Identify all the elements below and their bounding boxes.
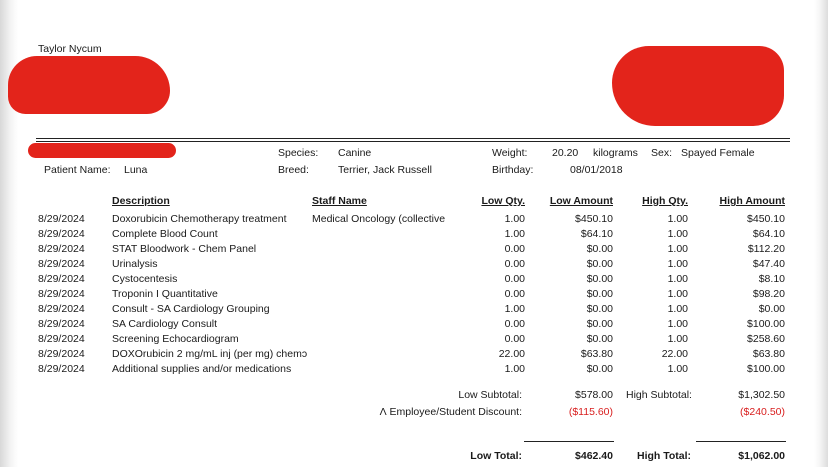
row-date: 8/29/2024 xyxy=(38,213,85,225)
row-date: 8/29/2024 xyxy=(38,228,85,240)
row-high-amount: $8.10 xyxy=(758,273,785,285)
row-high-qty: 1.00 xyxy=(667,213,688,225)
col-header-high-amount: High Amount xyxy=(719,195,785,207)
table-row xyxy=(0,303,828,318)
col-header-staff: Staff Name xyxy=(312,195,367,207)
high-subtotal-label: High Subtotal: xyxy=(626,389,692,401)
species-value: Canine xyxy=(338,147,372,159)
row-low-qty: 1.00 xyxy=(504,213,525,225)
row-low-qty: 0.00 xyxy=(504,243,525,255)
row-date: 8/29/2024 xyxy=(38,363,85,375)
row-low-qty: 1.00 xyxy=(504,228,525,240)
row-high-amount: $100.00 xyxy=(747,318,785,330)
col-header-low-qty: Low Qty. xyxy=(481,195,525,207)
discount-label: Ʌ Employee/Student Discount: xyxy=(379,406,522,418)
low-subtotal-value: $578.00 xyxy=(575,389,613,401)
header-rule-bottom xyxy=(36,141,790,142)
high-total-value: $1,062.00 xyxy=(738,450,785,462)
row-low-qty: 1.00 xyxy=(504,303,525,315)
row-date: 8/29/2024 xyxy=(38,303,85,315)
row-low-amount: $63.80 xyxy=(580,348,613,360)
row-description: STAT Bloodwork - Chem Panel xyxy=(112,243,257,255)
patient-name-label: Patient Name: xyxy=(44,164,111,176)
row-high-qty: 1.00 xyxy=(667,363,688,375)
row-low-amount: $0.00 xyxy=(586,333,613,345)
low-subtotal-label: Low Subtotal: xyxy=(458,389,522,401)
row-low-amount: $450.10 xyxy=(575,213,613,225)
row-high-amount: $112.20 xyxy=(747,243,785,255)
row-description: Consult - SA Cardiology Grouping xyxy=(112,303,270,315)
row-description: Troponin I Quantitative xyxy=(112,288,218,300)
high-subtotal-value: $1,302.50 xyxy=(738,389,785,401)
table-row xyxy=(0,213,828,228)
redaction-client-line xyxy=(28,143,176,158)
table-row xyxy=(0,273,828,288)
row-high-qty: 1.00 xyxy=(667,228,688,240)
row-low-amount: $0.00 xyxy=(586,288,613,300)
high-total-label: High Total: xyxy=(637,450,692,462)
breed-label: Breed: xyxy=(278,164,309,176)
birthday-label: Birthday: xyxy=(492,164,534,176)
table-row xyxy=(0,348,828,363)
row-low-amount: $0.00 xyxy=(586,318,613,330)
table-row xyxy=(0,243,828,258)
row-high-amount: $258.60 xyxy=(747,333,785,345)
row-high-qty: 1.00 xyxy=(667,273,688,285)
row-low-qty: 22.00 xyxy=(498,348,525,360)
row-high-amount: $64.10 xyxy=(752,228,785,240)
row-description: Complete Blood Count xyxy=(112,228,218,240)
col-header-description: Description xyxy=(112,195,170,207)
row-low-amount: $0.00 xyxy=(586,273,613,285)
row-high-amount: $63.80 xyxy=(752,348,785,360)
redaction-clinic-info xyxy=(8,56,170,114)
row-high-qty: 1.00 xyxy=(667,318,688,330)
redaction-owner-info xyxy=(612,46,784,126)
table-row xyxy=(0,288,828,303)
row-description: Screening Echocardiogram xyxy=(112,333,239,345)
row-low-qty: 0.00 xyxy=(504,258,525,270)
row-low-qty: 0.00 xyxy=(504,318,525,330)
weight-label: Weight: xyxy=(492,147,528,159)
row-high-qty: 1.00 xyxy=(667,258,688,270)
row-date: 8/29/2024 xyxy=(38,273,85,285)
row-date: 8/29/2024 xyxy=(38,333,85,345)
high-discount-value: ($240.50) xyxy=(740,406,785,418)
row-low-amount: $64.10 xyxy=(580,228,613,240)
row-date: 8/29/2024 xyxy=(38,258,85,270)
weight-value: 20.20 xyxy=(552,147,579,159)
row-staff: Medical Oncology (collective xyxy=(312,213,446,225)
row-high-qty: 22.00 xyxy=(661,348,688,360)
col-header-low-amount: Low Amount xyxy=(549,195,613,207)
row-high-qty: 1.00 xyxy=(667,333,688,345)
table-row xyxy=(0,228,828,243)
header-rule-top xyxy=(36,138,790,139)
row-date: 8/29/2024 xyxy=(38,348,85,360)
row-low-qty: 0.00 xyxy=(504,288,525,300)
row-description: SA Cardiology Consult xyxy=(112,318,218,330)
doctor-name: Taylor Nycum xyxy=(38,43,102,55)
low-discount-value: ($115.60) xyxy=(568,406,613,418)
row-high-amount: $0.00 xyxy=(758,303,785,315)
breed-value: Terrier, Jack Russell xyxy=(338,164,432,176)
row-description: Additional supplies and/or medications xyxy=(112,363,292,375)
row-date: 8/29/2024 xyxy=(38,318,85,330)
row-low-amount: $0.00 xyxy=(586,243,613,255)
table-row xyxy=(0,363,828,378)
row-low-qty: 0.00 xyxy=(504,333,525,345)
row-high-qty: 1.00 xyxy=(667,303,688,315)
row-low-qty: 0.00 xyxy=(504,273,525,285)
row-high-qty: 1.00 xyxy=(667,243,688,255)
patient-name: Luna xyxy=(124,164,148,176)
low-total-rule xyxy=(524,441,614,442)
species-label: Species: xyxy=(278,147,319,159)
row-date: 8/29/2024 xyxy=(38,288,85,300)
row-date: 8/29/2024 xyxy=(38,243,85,255)
table-row xyxy=(0,333,828,348)
row-description: Doxorubicin Chemotherapy treatment xyxy=(112,213,287,225)
row-high-amount: $98.20 xyxy=(752,288,785,300)
row-description: Cystocentesis xyxy=(112,273,178,285)
row-low-amount: $0.00 xyxy=(586,303,613,315)
high-total-rule xyxy=(696,441,786,442)
row-low-qty: 1.00 xyxy=(504,363,525,375)
row-low-amount: $0.00 xyxy=(586,363,613,375)
row-high-amount: $47.40 xyxy=(752,258,785,270)
birthday-value: 08/01/2018 xyxy=(570,164,623,176)
table-row xyxy=(0,318,828,333)
row-description: DOXOrubicin 2 mg/mL inj (per mg) chemɔ xyxy=(112,348,308,360)
weight-unit: kilograms xyxy=(593,147,638,159)
row-low-amount: $0.00 xyxy=(586,258,613,270)
row-high-qty: 1.00 xyxy=(667,288,688,300)
sex-label: Sex: xyxy=(651,147,673,159)
row-high-amount: $450.10 xyxy=(747,213,785,225)
row-high-amount: $100.00 xyxy=(747,363,785,375)
low-total-value: $462.40 xyxy=(575,450,613,462)
table-row xyxy=(0,258,828,273)
row-description: Urinalysis xyxy=(112,258,158,270)
low-total-label: Low Total: xyxy=(470,450,522,462)
col-header-high-qty: High Qty. xyxy=(642,195,688,207)
sex-value: Spayed Female xyxy=(681,147,755,159)
